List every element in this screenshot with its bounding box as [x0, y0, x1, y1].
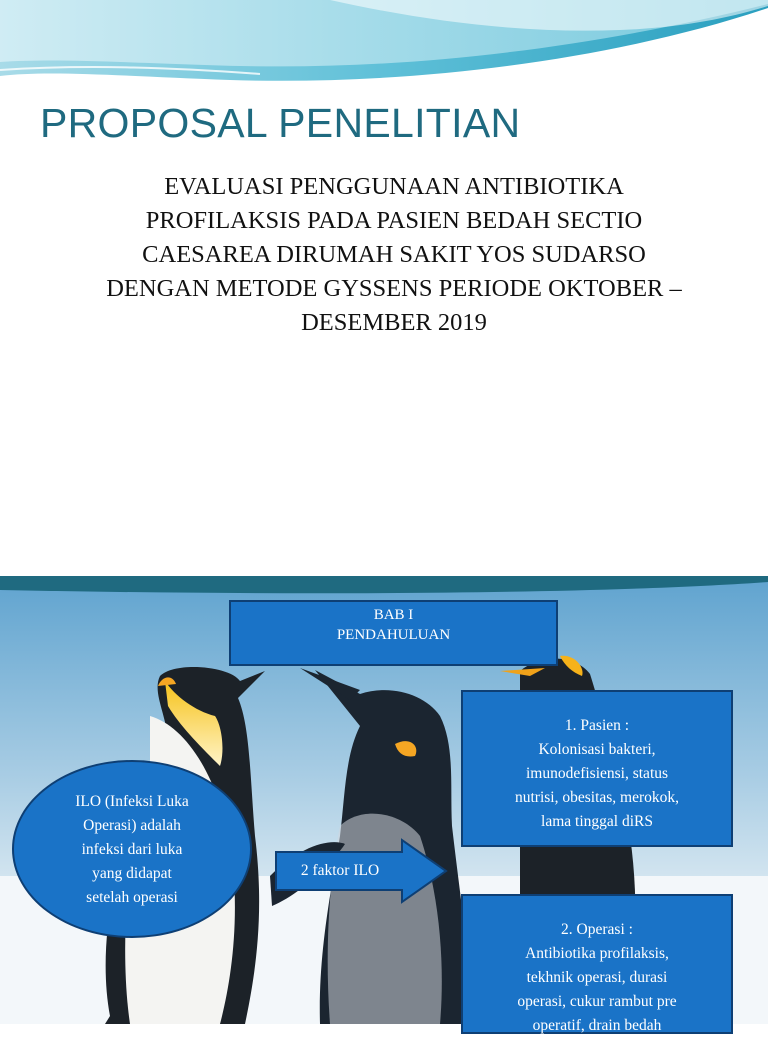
chapter-heading-box	[229, 600, 558, 666]
subtitle-line: EVALUASI PENGGUNAAN ANTIBIOTIKA	[164, 173, 624, 200]
definition-line: infeksi dari luka	[81, 841, 183, 858]
research-subtitle	[40, 170, 748, 340]
patient-factor-box	[461, 690, 733, 847]
ilo-definition-oval	[12, 760, 252, 938]
factor-line: operatif, drain bedah	[532, 1017, 662, 1034]
arrow-label: 2 faktor ILO	[300, 862, 380, 879]
subtitle-line: CAESAREA DIRUMAH SAKIT YOS SUDARSO	[142, 241, 646, 268]
subtitle-line: DESEMBER 2019	[301, 309, 487, 336]
presentation-title: PROPOSAL PENELITIAN	[40, 100, 521, 146]
factor-line: imunodefisiensi, status	[525, 765, 669, 782]
definition-line: ILO (Infeksi Luka	[75, 793, 189, 810]
surgery-factor-box	[461, 894, 733, 1034]
subtitle-line: PROFILAKSIS PADA PASIEN BEDAH SECTIO	[145, 207, 643, 234]
chapter-number: BAB I	[373, 607, 414, 623]
slide-pendahuluan	[0, 576, 768, 1034]
factor-line: Kolonisasi bakteri,	[538, 741, 656, 758]
wave-header-decoration	[0, 0, 768, 90]
subtitle-line: DENGAN METODE GYSSENS PERIODE OKTOBER –	[106, 275, 682, 302]
factor-line: nutrisi, obesitas, merokok,	[514, 789, 680, 806]
definition-line: Operasi) adalah	[83, 817, 181, 834]
factor-line: 1. Pasien :	[564, 717, 630, 734]
chapter-title: PENDAHULUAN	[336, 627, 451, 643]
factor-line: tekhnik operasi, durasi	[526, 969, 668, 986]
factor-line: lama tinggal diRS	[541, 813, 653, 830]
factor-line: 2. Operasi :	[561, 921, 633, 938]
factor-line: Antibiotika profilaksis,	[525, 945, 669, 962]
definition-line: setelah operasi	[86, 889, 178, 906]
factor-line: operasi, cukur rambut pre	[517, 993, 677, 1010]
definition-line: yang didapat	[92, 865, 172, 882]
